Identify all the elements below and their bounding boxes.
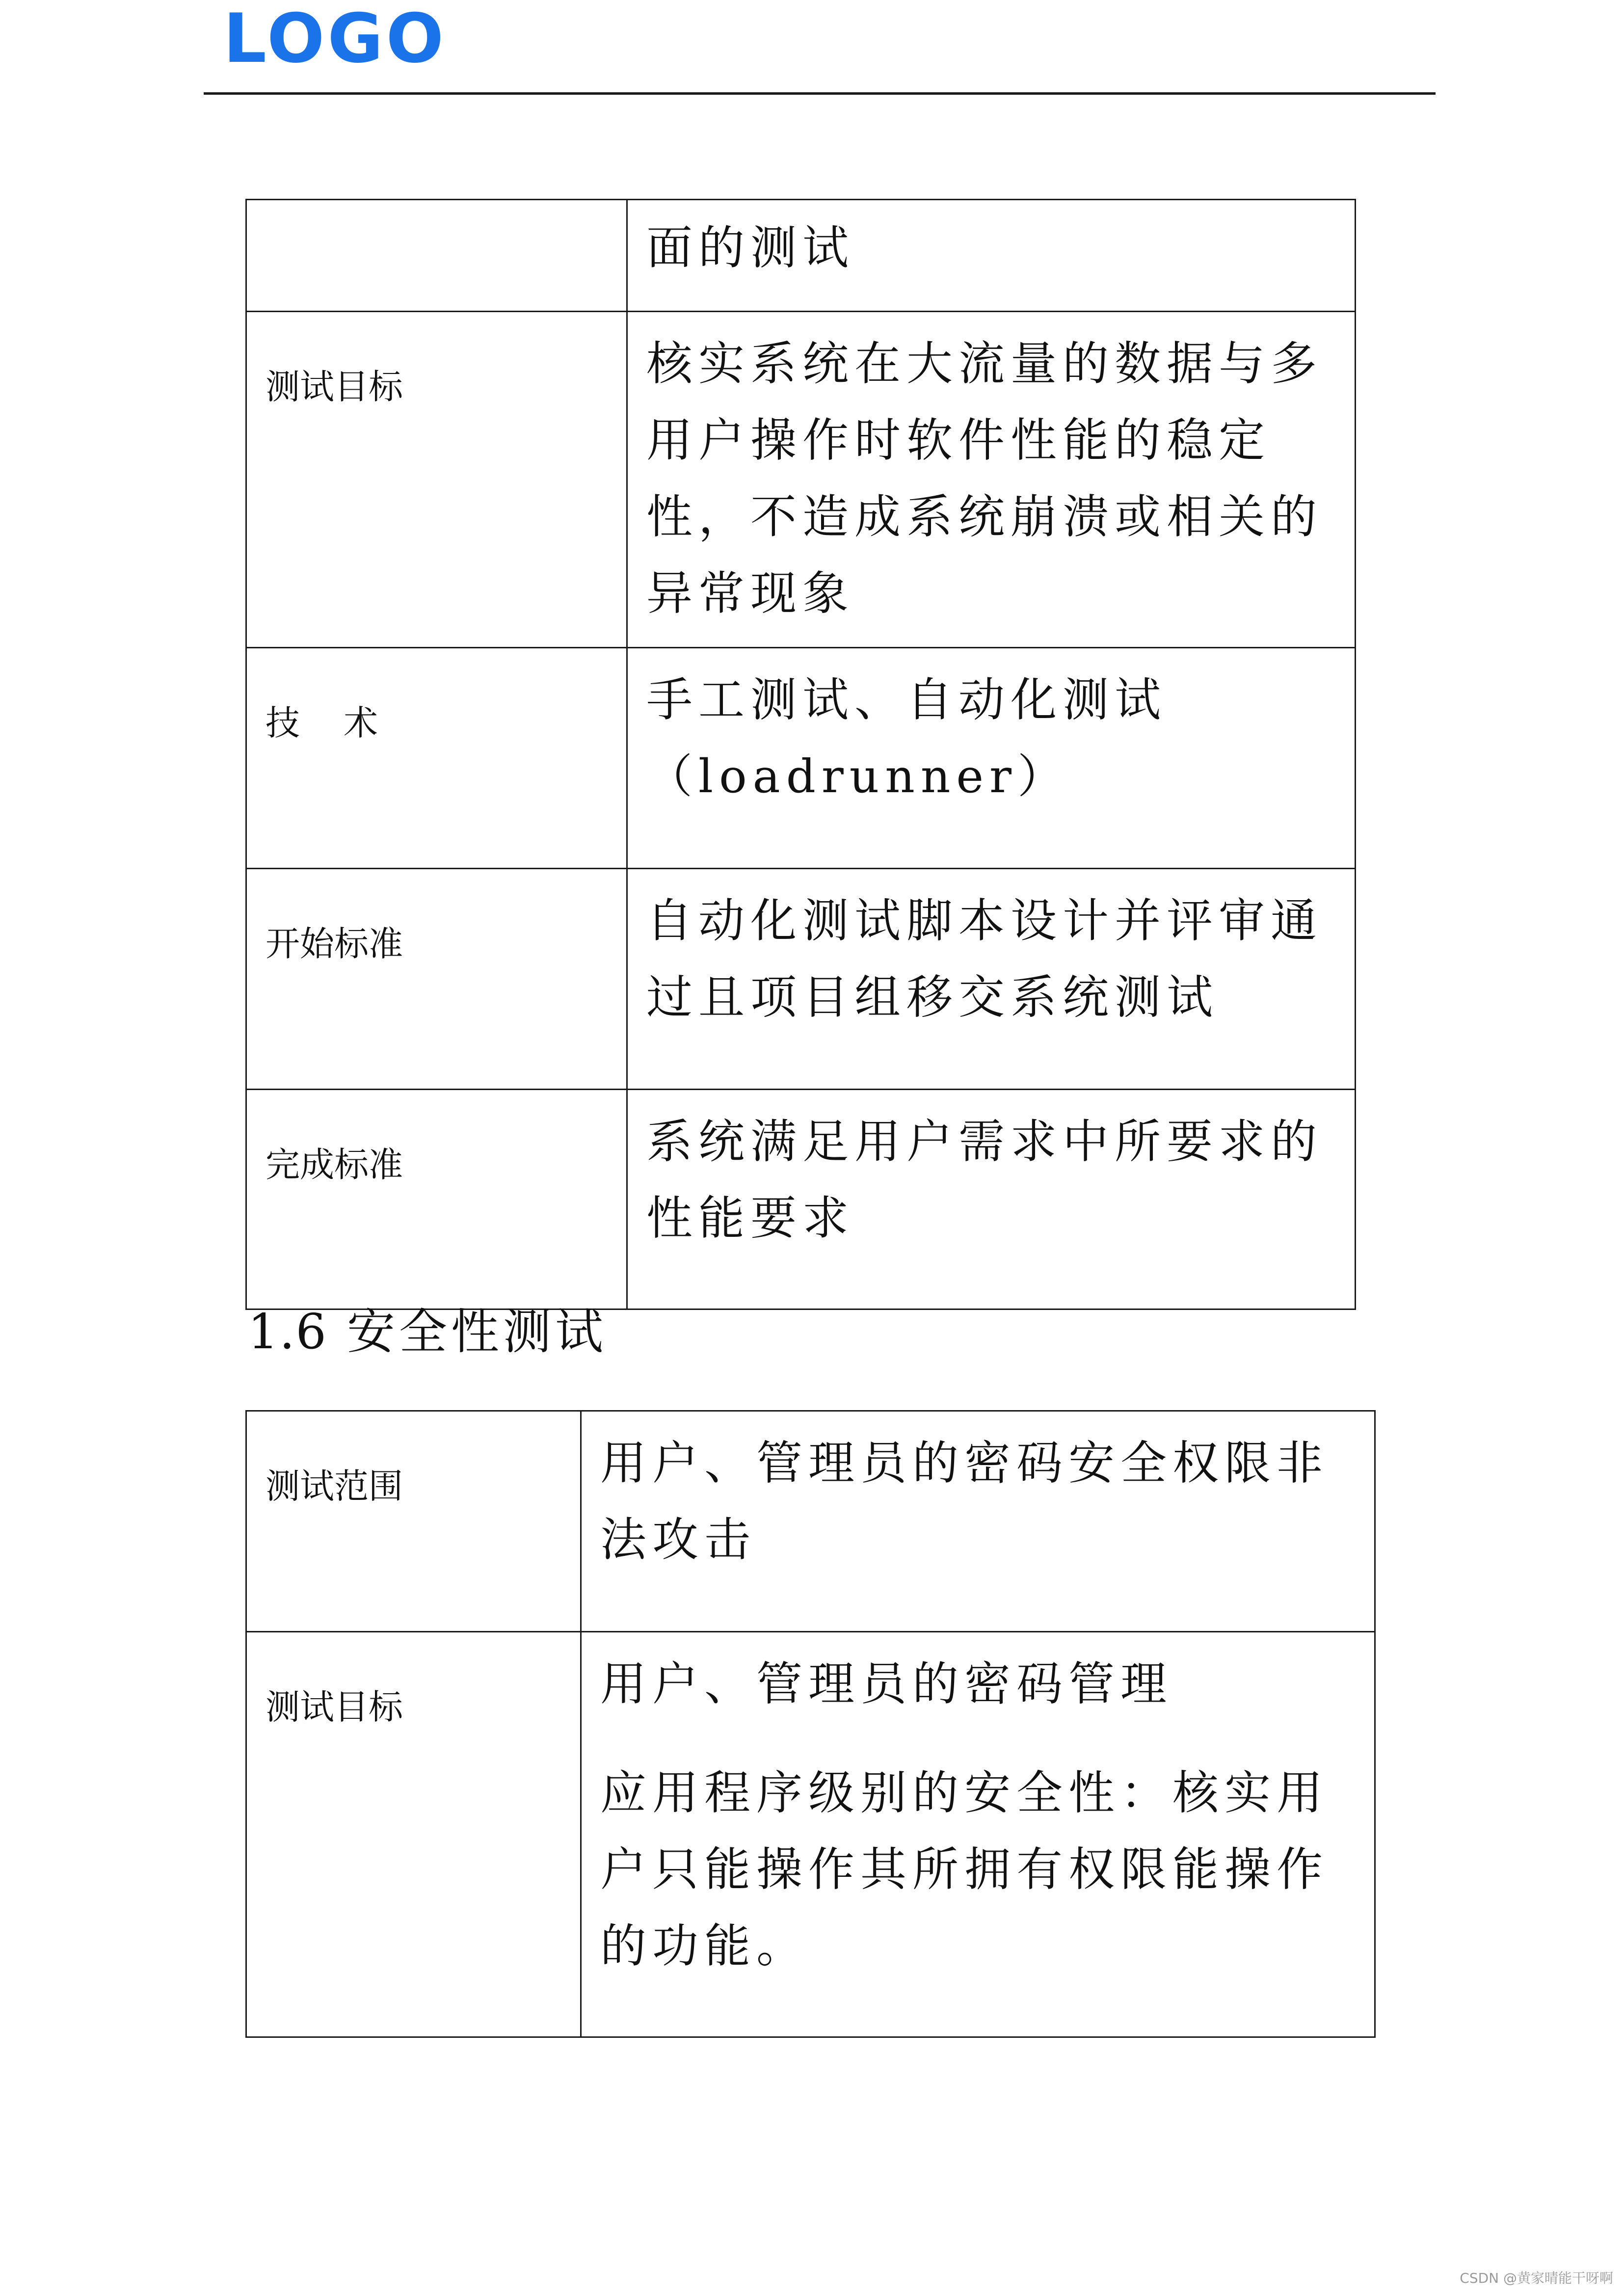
section-number: 1.6 — [248, 1304, 327, 1360]
table-row — [246, 312, 1356, 648]
table-row — [246, 1632, 1375, 2037]
row-content: 核实系统在大流量的数据与多用户操作时软件性能的稳定性，不造成系统崩溃或相关的异常现象 — [646, 337, 1323, 620]
row-content-cell — [627, 312, 1356, 648]
section-title: 安全性测试 — [346, 1304, 607, 1360]
row-content: 系统满足用户需求中所要求的性能要求 — [646, 1115, 1323, 1245]
row-label-cell — [246, 1090, 627, 1309]
row-content-cell — [581, 1411, 1375, 1632]
row-label-cell — [246, 1411, 581, 1632]
row-label: 测试目标 — [266, 367, 403, 407]
row-content-cell — [627, 648, 1356, 869]
row-content: 自动化测试脚本设计并评审通过且项目组移交系统测试 — [646, 894, 1323, 1024]
row-label-cell — [246, 200, 627, 312]
row-content: 手工测试、自动化测试（loadrunner） — [646, 673, 1167, 803]
row-label: 测试范围 — [266, 1466, 403, 1506]
row-label: 开始标准 — [266, 924, 403, 964]
row-content: 用户、管理员的密码安全权限非法攻击 — [600, 1437, 1329, 1567]
row-content-cell — [627, 869, 1356, 1090]
table-row — [246, 1411, 1375, 1632]
table-row — [246, 200, 1356, 312]
table-row — [246, 869, 1356, 1090]
row-label-cell — [246, 1632, 581, 2037]
row-label: 技 术 — [266, 703, 378, 743]
row-content: 面的测试 — [646, 221, 855, 275]
header-divider — [204, 92, 1436, 95]
row-label-cell — [246, 648, 627, 869]
watermark: CSDN @黄家晴能干呀啊 — [1460, 2270, 1613, 2286]
row-label: 完成标准 — [266, 1145, 403, 1185]
section-heading — [248, 1304, 607, 1360]
row-content-cell — [581, 1632, 1375, 2037]
row-content-cell — [627, 1090, 1356, 1309]
security-test-table — [245, 1410, 1376, 2038]
row-content: 应用程序级别的安全性：核实用户只能操作其所拥有权限能操作的功能。 — [600, 1766, 1329, 1973]
row-content: 用户、管理员的密码管理 — [600, 1657, 1173, 1711]
row-label — [247, 200, 626, 254]
performance-test-table — [245, 199, 1356, 1310]
table-row — [246, 1090, 1356, 1309]
row-label-cell — [246, 869, 627, 1090]
row-label: 测试目标 — [266, 1687, 403, 1727]
table-row — [246, 648, 1356, 869]
row-content-cell — [627, 200, 1356, 312]
logo: LOGO — [223, 0, 447, 78]
row-label-cell — [246, 312, 627, 648]
